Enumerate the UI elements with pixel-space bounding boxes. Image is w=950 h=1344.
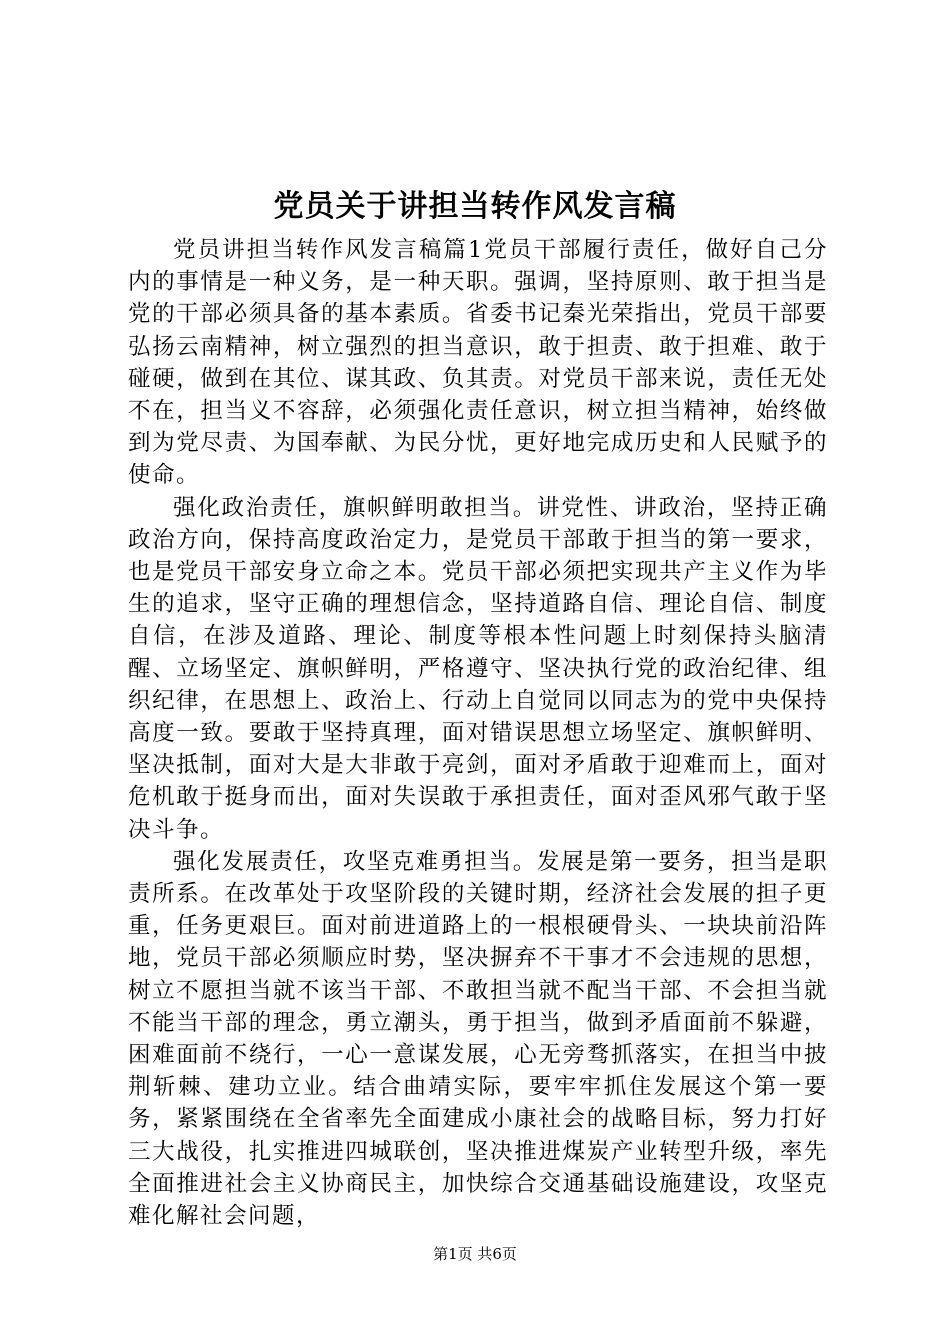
paragraph-3: 强化发展责任，攻坚克难勇担当。发展是第一要务，担当是职责所系。在改革处于攻坚阶段的关键时期，经济社会发展的担子更重，任务更艰巨。面对前进道路上的一根根硬骨头、一块块前沿阵地，党员干部必须顺应时势，坚决摒弃不干事才不会违规的思想，树立不愿担当就不该当干部、不敢担当就不配当干部、不会担当就不能当干部的理念，勇立潮头，勇于担当，做到矛盾面前不躲避，困难面前不绕行，一心一意谋发展，心无旁骛抓落实，在担当中披荆斩棘、建功立业。结合曲靖实际，要牢牢抓住发展这个第一要务，紧紧围绕在全省率先全面建成小康社会的战略目标，努力打好三大战役，扎实推进四城联创，坚决推进煤炭产业转型升级，率先全面推进社会主义协商民主，加快综合交通基础设施建设，攻坚克难化解社会问题， [128, 848, 828, 1230]
document-body [128, 234, 828, 1232]
paragraph-2: 强化政治责任，旗帜鲜明敢担当。讲党性、讲政治，坚持正确政治方向，保持高度政治定力，是党员干部敢于担当的第一要求，也是党员干部安身立命之本。党员干部必须把实现共产主义作为毕生的追求，坚守正确的理想信念，坚持道路自信、理论自信、制度自信，在涉及道路、理论、制度等根本性问题上时刻保持头脑清醒、立场坚定、旗帜鲜明，严格遵守、坚决执行党的政治纪律、组织纪律，在思想上、政治上、行动上自觉同以同志为的党中央保持高度一致。要敢于坚持真理，面对错误思想立场坚定、旗帜鲜明、坚决抵制，面对大是大非敢于亮剑，面对矛盾敢于迎难而上，面对危机敢于挺身而出，面对失误敢于承担责任，面对歪风邪气敢于坚决斗争。 [128, 494, 828, 843]
paragraph-1: 党员讲担当转作风发言稿篇1党员干部履行责任，做好自己分内的事情是一种义务，是一种天职。强调，坚持原则、敢于担当是党的干部必须具备的基本素质。省委书记秦光荣指出，党员干部要弘扬云南精神，树立强烈的担当意识，敢于担责、敢于担难、敢于碰硬，做到在其位、谋其政、负其责。对党员干部来说，责任无处不在，担当义不容辞，必须强化责任意识，树立担当精神，始终做到为党尽责、为国奉献、为民分忧，更好地完成历史和人民赋予的使命。 [128, 237, 828, 489]
page-footer: 第1页 共6页 [433, 1245, 517, 1263]
document-title: 党员关于讲担当转作风发言稿 [273, 189, 677, 224]
